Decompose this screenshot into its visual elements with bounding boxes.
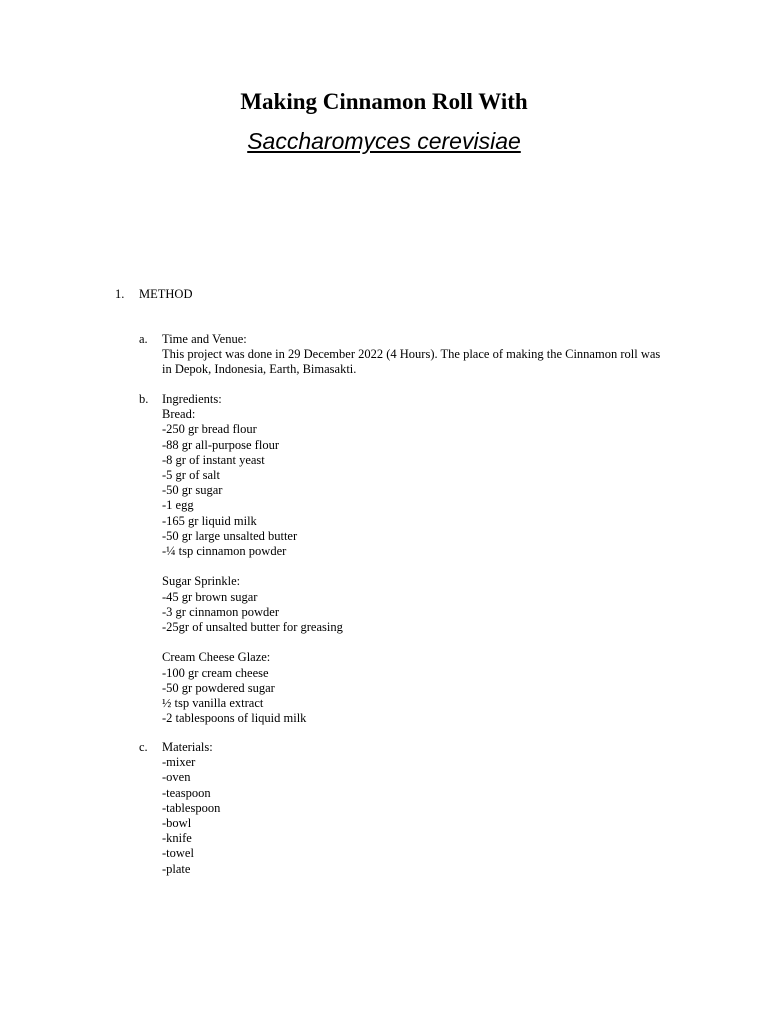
ingredient-item: -8 gr of instant yeast [162,452,265,467]
subsection-a-letter: a. [139,332,148,346]
materials-heading: Materials: [162,740,213,754]
ingredient-item: -25gr of unsalted butter for greasing [162,620,343,635]
ingredient-item: ½ tsp vanilla extract [162,696,264,711]
sugar-sprinkle-label: Sugar Sprinkle: [162,574,241,589]
cream-cheese-glaze-label: Cream Cheese Glaze: [162,650,271,665]
subsection-c-letter: c. [139,740,148,754]
material-item: -oven [162,770,191,785]
material-item: -tablespoon [162,800,221,815]
material-item: -teaspoon [162,785,211,800]
ingredient-item: -45 gr brown sugar [162,589,258,604]
material-item: -bowl [162,816,192,831]
subsection-b-letter: b. [139,392,149,406]
ingredient-item: -88 gr all-purpose flour [162,437,279,452]
material-item: -mixer [162,755,196,770]
ingredient-item: -50 gr large unsalted butter [162,528,298,543]
section-title: METHOD [139,287,193,301]
ingredient-item: -1 egg [162,498,194,513]
ingredient-item: -50 gr powdered sugar [162,680,275,695]
ingredient-item: -50 gr sugar [162,483,223,498]
material-item: -towel [162,846,194,861]
section-number: 1. [115,287,125,301]
ingredient-item: -100 gr cream cheese [162,665,269,680]
time-venue-heading: Time and Venue: [162,332,247,346]
document-subtitle: Saccharomyces cerevisiae [247,128,521,154]
ingredient-item: -165 gr liquid milk [162,513,257,528]
spacer [162,559,662,574]
ingredient-item: -¼ tsp cinnamon powder [162,544,287,559]
subsection-time-venue [162,332,662,378]
spacer [162,635,662,650]
ingredient-item: -3 gr cinnamon powder [162,604,279,619]
subsection-materials [162,740,662,877]
ingredient-item: -250 gr bread flour [162,422,257,437]
subsection-ingredients [162,392,662,726]
ingredient-item: -5 gr of salt [162,468,220,483]
document-title: Making Cinnamon Roll With [240,89,528,114]
material-item: -knife [162,831,192,846]
material-item: -plate [162,861,191,876]
ingredient-item: -2 tablespoons of liquid milk [162,711,307,726]
time-venue-text: This project was done in 29 December 2022 (4 Hours). The place of making the Cinnamon roll was in Depok, Indonesia, Earth, Bimasakti. [162,347,661,377]
bread-group-label: Bread: [162,407,196,422]
ingredients-heading: Ingredients: [162,392,222,406]
